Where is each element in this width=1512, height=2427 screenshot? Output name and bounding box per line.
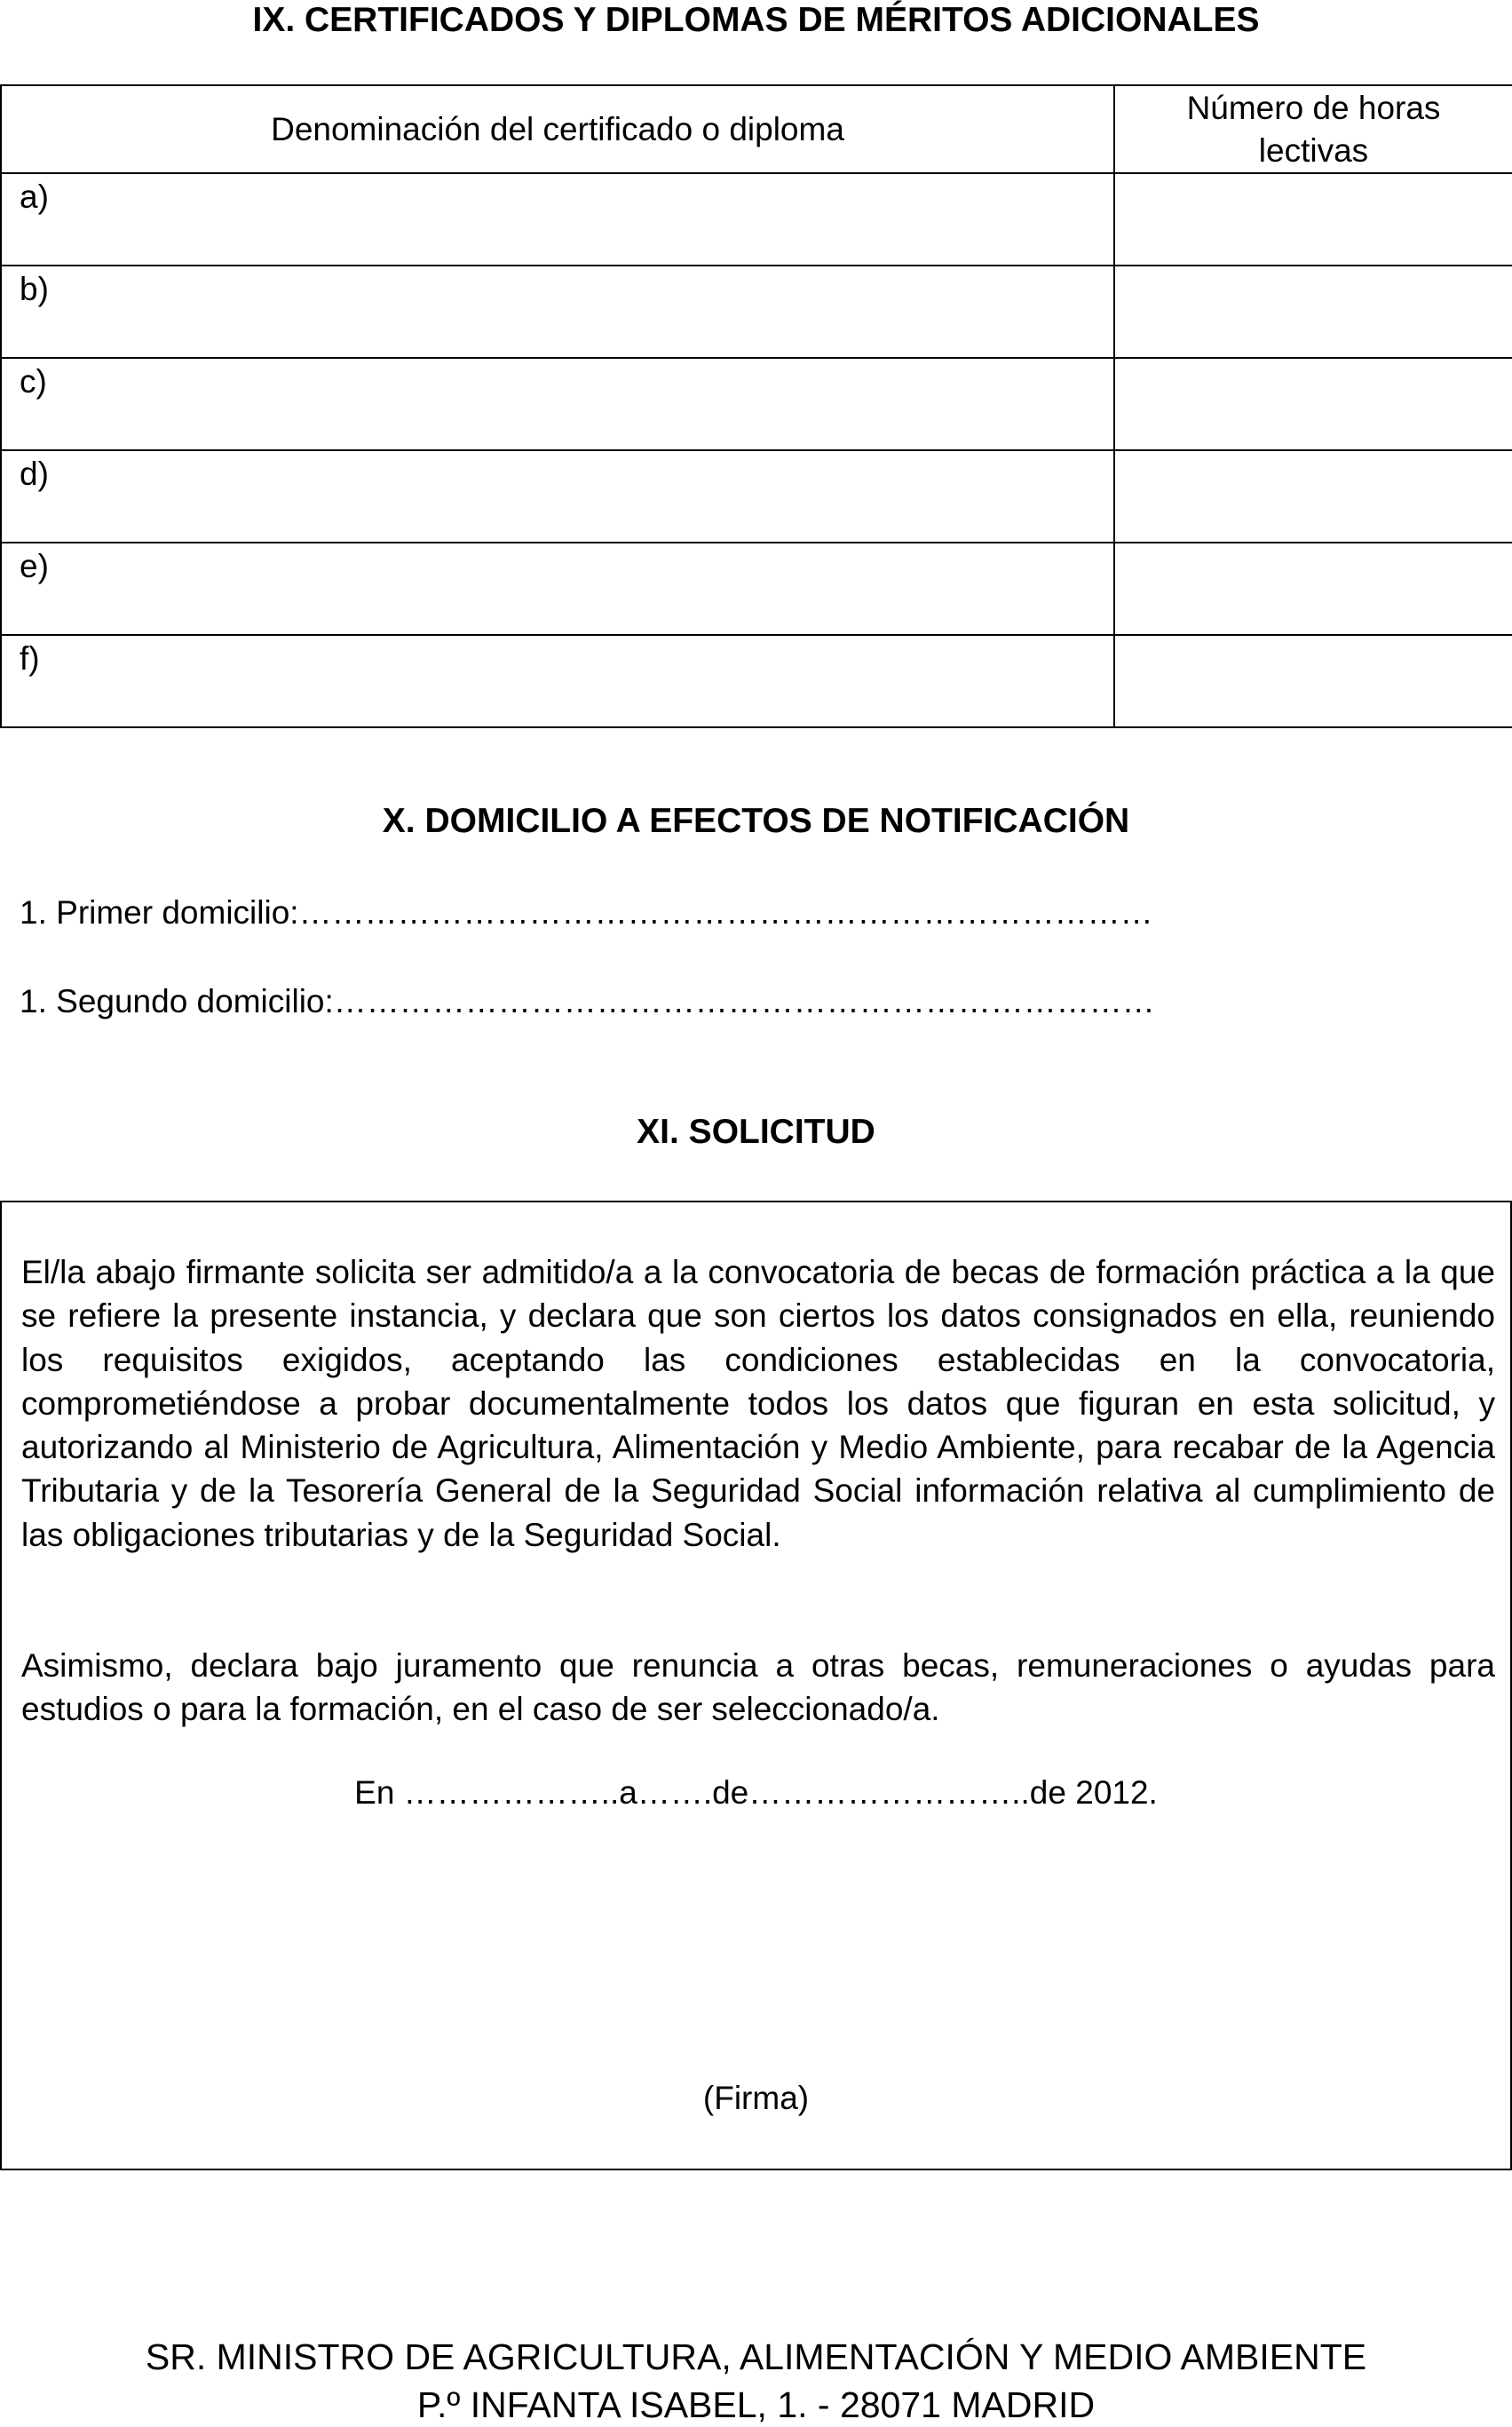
table-row [1,635,1512,727]
certificate-name-cell[interactable]: a) [1,173,1114,266]
column-header-name: Denominación del certificado o diploma [1,85,1114,173]
section-10-title: X. DOMICILIO A EFECTOS DE NOTIFICACIÓN [382,802,1130,840]
declaration-paragraph: El/la abajo firmante solicita ser admitido/a a la convocatoria de becas de formación práctica a la que se refiere la presente instancia, y declara que son ciertos los datos consignados en ella, reuniendo los requisitos exigidos, aceptando las condiciones establecidas en la convocatoria, comprometiéndose a probar documentalmente todos los datos que figuran en esta solicitud, y autorizando al Ministerio de Agricultura, Alimentación y Medio Ambiente, para recabar de la Agencia Tributaria y de la Tesorería General de la Seguridad Social información relativa al cumplimiento de las obligaciones tributarias y de la Seguridad Social. [21,1254,1495,1553]
signature-label: (Firma) [702,2080,810,2116]
table-row [1,358,1512,450]
certificate-name-cell[interactable]: d) [1,450,1114,543]
second-address-line[interactable]: 1. Segundo domicilio:………………………………………………………………… [20,983,1155,1019]
address-line: P.º INFANTA ISABEL, 1. - 28071 MADRID [416,2384,1096,2425]
addressee-line: SR. MINISTRO DE AGRICULTURA, ALIMENTACIÓN Y MEDIO AMBIENTE [145,2336,1367,2377]
column-header-hours-line2: lectivas [1258,131,1369,169]
certificate-name-cell[interactable]: e) [1,543,1114,635]
table-row [1,173,1512,266]
hours-cell[interactable] [1114,358,1512,450]
hours-cell[interactable] [1114,450,1512,543]
first-address-line[interactable]: 1. Primer domicilio:…………………………………………………………………… [20,894,1153,931]
hours-cell[interactable] [1114,543,1512,635]
certificates-table [0,84,1512,728]
hours-cell[interactable] [1114,266,1512,358]
section-11-title: XI. SOLICITUD [637,1113,875,1151]
application-box [0,1201,1512,2170]
column-header-hours-line1: Número de horas [1186,89,1441,126]
table-row [1,266,1512,358]
table-row [1,543,1512,635]
date-line[interactable]: En ………………..a…….de……………………..de 2012. [354,1774,1158,1811]
hours-cell[interactable] [1114,635,1512,727]
certificate-name-cell[interactable]: f) [1,635,1114,727]
table-row [1,450,1512,543]
renunciation-paragraph: Asimismo, declara bajo juramento que renuncia a otras becas, remuneraciones o ayudas para estudios o para la formación, en el caso de ser seleccionado/a. [21,1647,1495,1728]
certificate-name-cell[interactable]: c) [1,358,1114,450]
certificate-name-cell[interactable]: b) [1,266,1114,358]
column-header-hours [1114,85,1512,173]
section-9-title: IX. CERTIFICADOS Y DIPLOMAS DE MÉRITOS ADICIONALES [252,1,1260,39]
hours-cell[interactable] [1114,173,1512,266]
table-header-row [1,85,1512,173]
